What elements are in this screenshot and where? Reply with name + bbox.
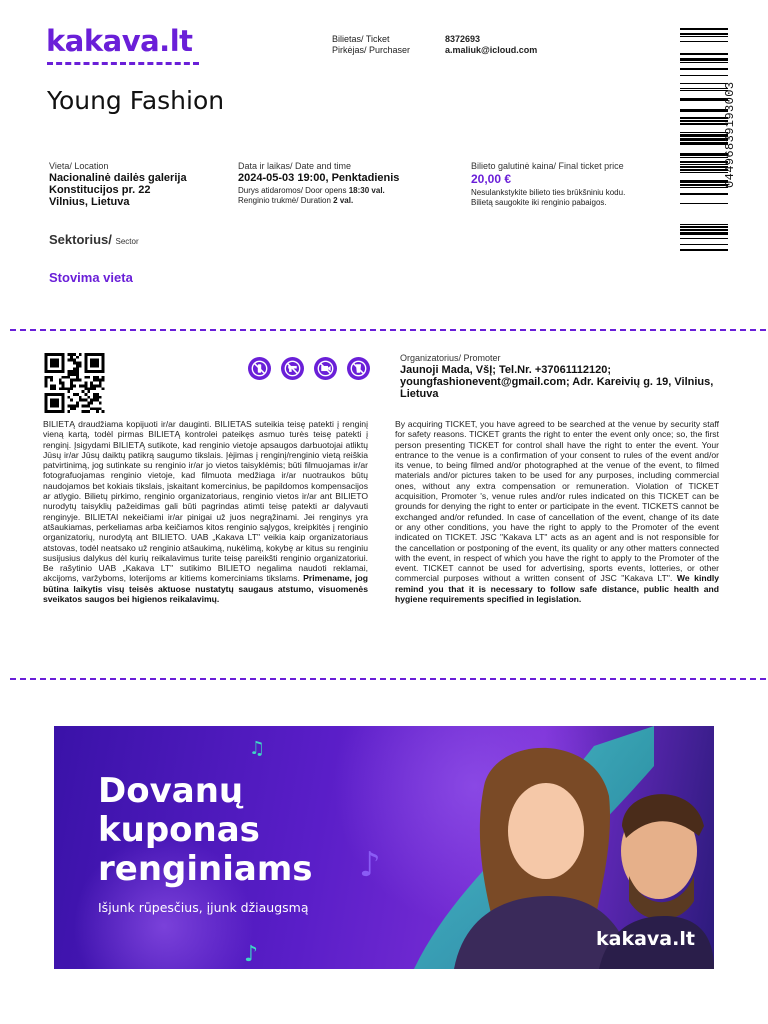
purchaser-label: Pirkėjas/ Purchaser bbox=[332, 45, 411, 55]
event-title: Young Fashion bbox=[47, 86, 225, 115]
qr-code bbox=[43, 353, 106, 413]
organizer-value: Jaunoji Mada, VšĮ; Tel.Nr. +37061112120; youngfashionevent@gmail.com; Adr. Kareivių g. 19, Vilnius, Lietuva bbox=[400, 364, 714, 400]
price-note-1: Nesulankstykite bilieto ties brūkšniniu kodu. bbox=[471, 188, 626, 197]
legal-text-lt bbox=[43, 419, 368, 604]
legal-text-en bbox=[395, 419, 719, 604]
legal-en-bold: We kindly remind you that it is necessary to follow safe distance, public health and hygiene requirements specified in legislation. bbox=[395, 573, 719, 605]
organizer-block bbox=[400, 353, 730, 400]
tear-line-bottom bbox=[10, 678, 766, 680]
banner-subtitle: Išjunk rūpesčius, įjunk džiaugsmą bbox=[98, 900, 309, 915]
ticket-meta-values bbox=[445, 34, 537, 56]
location-line-3: Vilnius, Lietuva bbox=[49, 196, 130, 208]
location-line-1: Nacionalinė dailės galerija bbox=[49, 172, 187, 184]
banner-title bbox=[98, 772, 313, 889]
purchaser-email: a.maliuk@icloud.com bbox=[445, 45, 538, 55]
tear-line-top bbox=[10, 329, 766, 331]
ticket-label: Bilietas/ Ticket bbox=[332, 34, 390, 44]
svg-text:♫: ♫ bbox=[249, 738, 266, 759]
location-line-2: Konstitucijos pr. 22 bbox=[49, 184, 151, 196]
sector-label bbox=[49, 232, 139, 247]
duration-value: 2 val. bbox=[333, 196, 354, 205]
logo-underline bbox=[47, 62, 199, 65]
doors-label: Durys atidaromos/ Door opens bbox=[238, 186, 347, 195]
price-note-2: Bilietą saugokite iki renginio pabaigos. bbox=[471, 198, 607, 207]
no-alcohol-icon bbox=[248, 357, 271, 380]
price-label: Bilieto galutinė kaina/ Final ticket price bbox=[471, 161, 624, 171]
price-block bbox=[471, 161, 625, 208]
legal-lt-bold: Primename, jog būtina laikytis visų teisės aktuose nustatytų saugaus atstumo, visuomenės sveikatos saugos bei higienos reikalavimų. bbox=[43, 573, 369, 605]
svg-text:♪: ♪ bbox=[359, 845, 381, 885]
sector-label-main: Sektorius/ bbox=[49, 232, 112, 247]
location-block bbox=[49, 161, 187, 208]
datetime-block bbox=[238, 161, 399, 206]
duration-line bbox=[238, 196, 399, 206]
barcode bbox=[680, 28, 728, 252]
no-recording-icon bbox=[314, 357, 337, 380]
datetime-value: 2024-05-03 19:00, Penktadienis bbox=[238, 172, 400, 184]
duration-label: Renginio trukmė/ Duration bbox=[238, 196, 331, 205]
sector-label-small: Sector bbox=[115, 237, 139, 246]
banner-title-line-3: renginiams bbox=[98, 849, 313, 889]
venue-rules-icons bbox=[248, 357, 370, 380]
legal-lt-body: BILIETĄ draudžiama kopijuoti ir/ar dauginti. BILIETAS suteikia teisę patekti į renginį vieną kartą, todėl pirmas BILIETĄ kontrolei pateikęs asmuo turės teisę patekti į renginį. Įsigydami BILIETĄ sutikote, kad renginio vietoje apsaugos darbuotojai atliktų Jūsų ir/ar Jūsų daiktų patikrą saugumo tikslais. Įėjimas į renginį/renginio vietą reiškia patvirtinimą, jog sutinkate su renginio ir/ar jo vietos taisyklėmis; būti filmuojamas ir/ar fotografuojamas renginio vietoje, kad filmuota medžiaga ir/ar nuotraukos būtų naudojamos bet kokiais tikslais, įskaitant komercinius, be papildomos kompensacijos ar atlygio. Bilietų pirkimo, renginio organizatoriaus, renginio vietos ir/ar ant BILIETO nurodytų taisyklių pažeidimas gali būti pagrindas atimti teisę patekti ar dalyvauti renginyje. BILIETAI nekeičiami ir/ar pinigai už juos negrąžinami. Jei renginys yra atšaukiamas, perkeliamas arba keičiamos kitos renginio sąlygos, kreipkitės į renginio organizatorių, nurodytą ant BILIETO. UAB „Kakava LT" veikia kaip organizatoriaus atstovas, todėl neatsako už renginio atšaukimą, nukėlimą, kokybę ar kitus su renginiu susijusius dalykus dėl kurių reikalavimus turite teisę pareikšti renginio organizatoriui. Be rašytinio UAB „Kakava LT" sutikimo BILIETO negalima naudoti reklamai, akcijoms, varžyboms, loterijoms ar kitiems komerciniams tikslams. bbox=[43, 419, 368, 584]
ticket-number: 8372693 bbox=[445, 34, 481, 44]
ticket-meta-labels bbox=[332, 34, 410, 56]
organizer-label: Organizatorius/ Promoter bbox=[400, 353, 501, 363]
svg-text:♪: ♪ bbox=[244, 942, 259, 967]
gift-voucher-banner[interactable] bbox=[54, 726, 714, 969]
brand-logo: kakava.lt bbox=[46, 24, 193, 58]
sector-value: Stovima vieta bbox=[49, 270, 133, 285]
datetime-label: Data ir laikas/ Date and time bbox=[238, 161, 352, 171]
no-glass-icon bbox=[347, 357, 370, 380]
doors-value: 18:30 val. bbox=[348, 186, 385, 195]
legal-en-body: By acquiring TICKET, you have agreed to be searched at the venue by security staff for safety reasons. TICKET grants the right to enter the event only once; so, the first person presenting TICKET for control shall have the right to enter the event. Your entrance to the venue is a confirmation of your consent to rules of the event and/or its venue, to being filmed and/or photographed at the venue of the event, to filmed materials and/or pictures taken to be used for any purposes, including commercial ones, without any extra compensation or remuneration. Violation of TICKET acquisition, Promoter 's, venue rules and/or rules indicated on this TICKET can be grounds for denying the right to enter or participate in the event. TICKETS cannot be exchanged and/or refunded. In case of cancellation of the event, change of its date or any other conditions, you have the right to apply to the Promoter of the event indicated on TICKET. JSC "Kakava LT" acts as an agent and is not responsible for the cancellation or postponing of the event, its quality or any other matters connected with the event, in respect of which you have the right to apply to the Promoter of the event. TICKET cannot be used for advertising, sports events, lotteries, or other commercial purposes without a written consent of JSC "Kakava LT". bbox=[395, 419, 719, 584]
barcode-number: 04496839193003 bbox=[723, 81, 737, 188]
banner-title-line-1: Dovanų bbox=[98, 771, 244, 811]
price-value: 20,00 € bbox=[471, 172, 512, 186]
no-weapons-icon bbox=[281, 357, 304, 380]
banner-title-line-2: kuponas bbox=[98, 810, 260, 850]
doors-line bbox=[238, 186, 399, 196]
location-label: Vieta/ Location bbox=[49, 161, 109, 171]
banner-logo: kakava.lt bbox=[596, 928, 695, 950]
